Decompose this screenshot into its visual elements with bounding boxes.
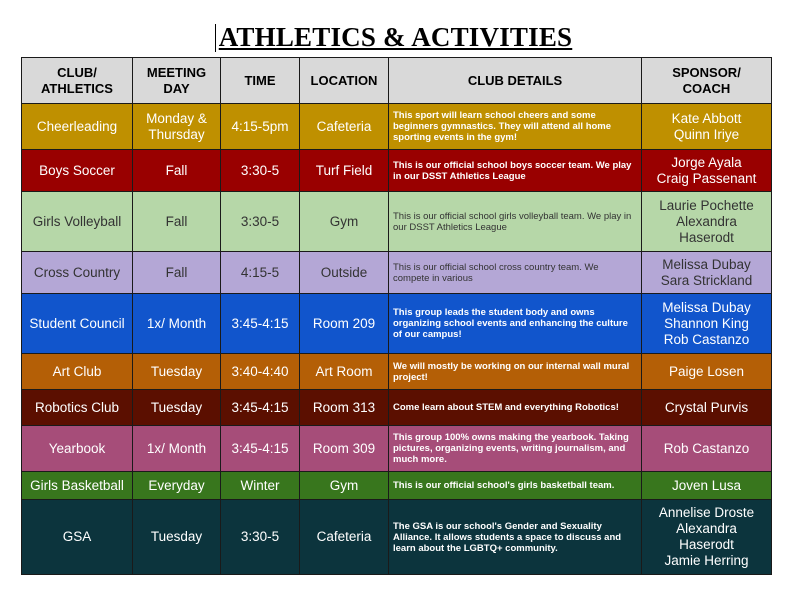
meeting-time: 4:15-5: [221, 252, 300, 294]
location: Turf Field: [300, 150, 389, 192]
club-name: Cheerleading: [22, 104, 133, 150]
table-row: [22, 150, 772, 192]
table-row: [22, 252, 772, 294]
location: Cafeteria: [300, 500, 389, 575]
header-location: LOCATION: [300, 58, 389, 104]
sponsor-coach: Joven Lusa: [642, 472, 772, 500]
table-header-row: [22, 58, 772, 104]
sponsor-coach: Melissa Dubay Sara Strickland: [642, 252, 772, 294]
meeting-time: 3:30-5: [221, 150, 300, 192]
sponsor-coach: Melissa Dubay Shannon King Rob Castanzo: [642, 294, 772, 354]
meeting-day: 1x/ Month: [133, 294, 221, 354]
meeting-time: 3:30-5: [221, 500, 300, 575]
club-details: Come learn about STEM and everything Robotics!: [389, 390, 642, 426]
header-meeting-day: MEETING DAY: [133, 58, 221, 104]
header-sponsor: SPONSOR/ COACH: [642, 58, 772, 104]
table-row: [22, 426, 772, 472]
table-row: [22, 500, 772, 575]
club-details: We will mostly be working on our internal wall mural project!: [389, 354, 642, 390]
club-name: Robotics Club: [22, 390, 133, 426]
club-name: Boys Soccer: [22, 150, 133, 192]
sponsor-coach: Kate Abbott Quinn Iriye: [642, 104, 772, 150]
table-row: [22, 294, 772, 354]
location: Art Room: [300, 354, 389, 390]
table-row: [22, 354, 772, 390]
club-name: Girls Basketball: [22, 472, 133, 500]
page-title: ATHLETICS & ACTIVITIES: [218, 22, 573, 52]
club-name: Yearbook: [22, 426, 133, 472]
table-row: [22, 472, 772, 500]
meeting-time: Winter: [221, 472, 300, 500]
club-details: The GSA is our school's Gender and Sexuality Alliance. It allows students a space to discuss and learn about the LGBTQ+ community.: [389, 500, 642, 575]
meeting-day: Tuesday: [133, 500, 221, 575]
meeting-time: 3:45-4:15: [221, 426, 300, 472]
table-row: [22, 104, 772, 150]
sponsor-coach: Jorge Ayala Craig Passenant: [642, 150, 772, 192]
meeting-time: 3:40-4:40: [221, 354, 300, 390]
club-details: This is our official school girls volleyball team. We play in our DSST Athletics League: [389, 192, 642, 252]
location: Room 313: [300, 390, 389, 426]
club-name: Art Club: [22, 354, 133, 390]
header-club-details: CLUB DETAILS: [389, 58, 642, 104]
club-name: Student Council: [22, 294, 133, 354]
location: Room 309: [300, 426, 389, 472]
meeting-day: Everyday: [133, 472, 221, 500]
club-name: Girls Volleyball: [22, 192, 133, 252]
sponsor-coach: Laurie Pochette Alexandra Haserodt: [642, 192, 772, 252]
club-details: This is our official school's girls basketball team.: [389, 472, 642, 500]
meeting-day: Fall: [133, 252, 221, 294]
club-details: This is our official school boys soccer team. We play in our DSST Athletics League: [389, 150, 642, 192]
meeting-day: Monday & Thursday: [133, 104, 221, 150]
club-name: Cross Country: [22, 252, 133, 294]
location: Gym: [300, 192, 389, 252]
meeting-time: 4:15-5pm: [221, 104, 300, 150]
header-time: TIME: [221, 58, 300, 104]
location: Room 209: [300, 294, 389, 354]
club-name: GSA: [22, 500, 133, 575]
location: Cafeteria: [300, 104, 389, 150]
meeting-time: 3:45-4:15: [221, 294, 300, 354]
header-club: CLUB/ ATHLETICS: [22, 58, 133, 104]
club-details: This is our official school cross country team. We compete in various: [389, 252, 642, 294]
meeting-day: Tuesday: [133, 354, 221, 390]
activities-table: [21, 57, 772, 575]
meeting-day: Tuesday: [133, 390, 221, 426]
meeting-day: Fall: [133, 192, 221, 252]
meeting-day: 1x/ Month: [133, 426, 221, 472]
club-details: This group 100% owns making the yearbook. Taking pictures, organizing events, writing journalism, and much more.: [389, 426, 642, 472]
sponsor-coach: Rob Castanzo: [642, 426, 772, 472]
location: Gym: [300, 472, 389, 500]
sponsor-coach: Annelise Droste Alexandra Haserodt Jamie Herring: [642, 500, 772, 575]
club-details: This sport will learn school cheers and some beginners gymnastics. They will attend all home sporting events in the gym!: [389, 104, 642, 150]
location: Outside: [300, 252, 389, 294]
meeting-time: 3:45-4:15: [221, 390, 300, 426]
sponsor-coach: Crystal Purvis: [642, 390, 772, 426]
sponsor-coach: Paige Losen: [642, 354, 772, 390]
meeting-day: Fall: [133, 150, 221, 192]
club-details: This group leads the student body and owns organizing school events and enhancing the culture of our campus!: [389, 294, 642, 354]
meeting-time: 3:30-5: [221, 192, 300, 252]
table-row: [22, 390, 772, 426]
table-row: [22, 192, 772, 252]
